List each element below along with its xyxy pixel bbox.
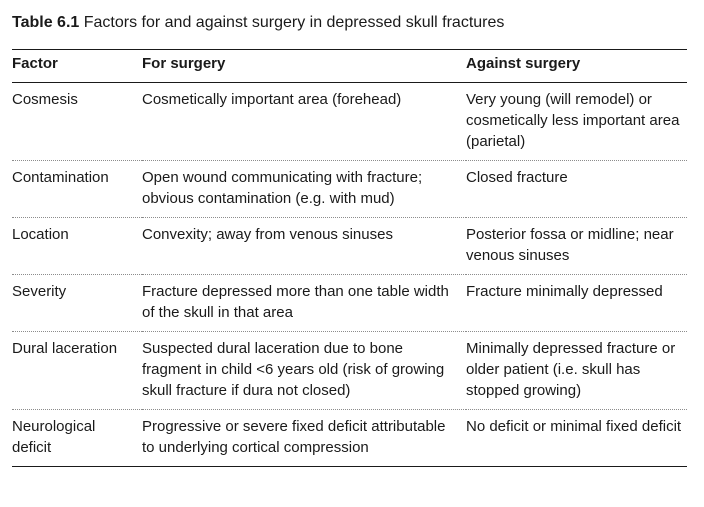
table-caption	[12, 12, 687, 38]
cell-for-surgery: Convexity; away from venous sinuses	[142, 218, 466, 275]
table-row	[12, 218, 687, 275]
header-for-surgery: For surgery	[142, 50, 466, 83]
cell-against-surgery: Closed fracture	[466, 161, 687, 218]
cell-for-surgery: Suspected dural laceration due to bone fragment in child <6 years old (risk of growing skull fracture if dura not closed)	[142, 332, 466, 410]
header-row	[12, 50, 687, 83]
cell-for-surgery: Fracture depressed more than one table width of the skull in that area	[142, 275, 466, 332]
cell-factor: Neurological deficit	[12, 418, 96, 456]
table-title: Factors for and against surgery in depressed skull fractures	[83, 14, 505, 31]
table-row	[12, 83, 687, 161]
cell-factor: Cosmesis	[12, 83, 142, 161]
cell-factor: Contamination	[12, 161, 142, 218]
cell-factor: Location	[12, 218, 142, 275]
cell-factor: Severity	[12, 275, 142, 332]
header-factor: Factor	[12, 50, 142, 83]
table-row	[12, 410, 687, 467]
cell-factor: Dural laceration	[12, 332, 142, 410]
table-label: Table 6.1	[12, 14, 80, 31]
table-row	[12, 161, 687, 218]
cell-against-surgery: Fracture minimally depressed	[466, 275, 687, 332]
cell-against-surgery: Minimally depressed fracture or older patient (i.e. skull has stopped growing)	[466, 332, 687, 410]
header-against-surgery: Against surgery	[466, 50, 687, 83]
table-row	[12, 332, 687, 410]
cell-against-surgery: No deficit or minimal fixed deficit	[466, 418, 682, 435]
document-page	[12, 12, 687, 467]
cell-for-surgery: Progressive or severe fixed deficit attributable to underlying cortical compression	[142, 418, 446, 456]
table-row	[12, 275, 687, 332]
cell-against-surgery: Very young (will remodel) or cosmetically less important area (parietal)	[466, 83, 687, 161]
cell-for-surgery: Cosmetically important area (forehead)	[142, 83, 466, 161]
factors-table	[12, 49, 687, 467]
cell-against-surgery: Posterior fossa or midline; near venous sinuses	[466, 218, 687, 275]
cell-for-surgery: Open wound communicating with fracture; obvious contamination (e.g. with mud)	[142, 161, 466, 218]
